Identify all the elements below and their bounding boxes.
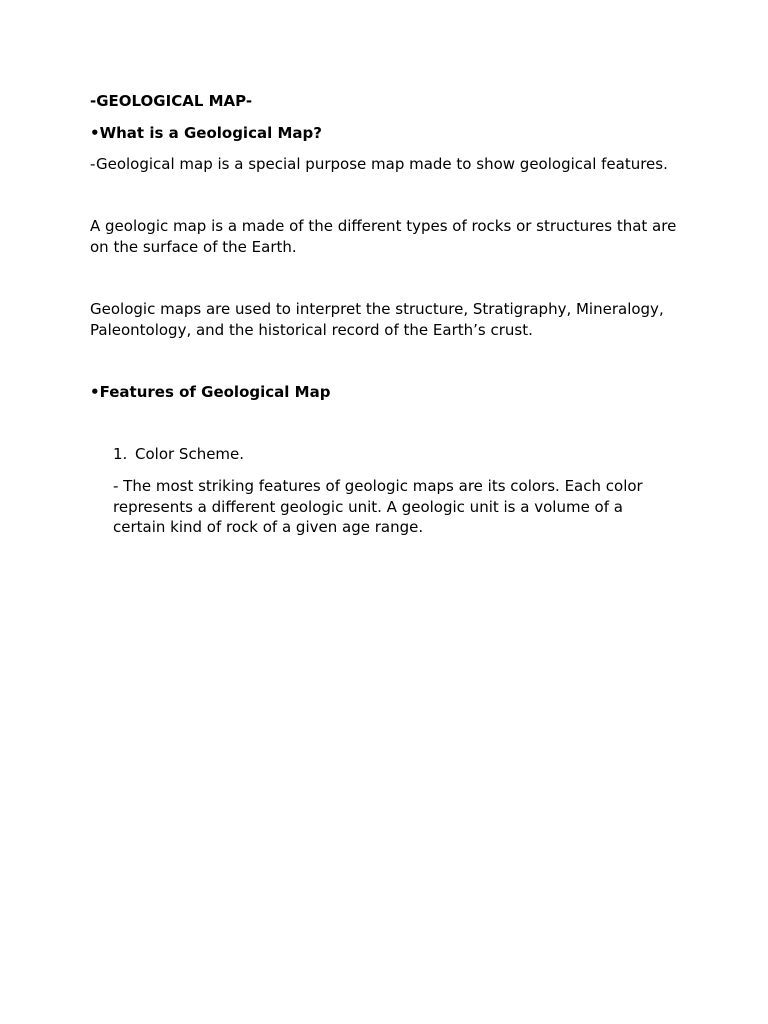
section-heading-what-is: •What is a Geological Map? (90, 124, 322, 142)
paragraph-rocks: A geologic map is a made of the different types of rocks or structures that are on the surface of the Earth. (90, 217, 677, 256)
paragraph-uses: Geologic maps are used to interpret the structure, Stratigraphy, Mineralogy, Paleontology, and the historical record of the Earth’s crust. (90, 300, 664, 339)
document-title: -GEOLOGICAL MAP- (90, 92, 253, 110)
list-item-color-scheme (113, 444, 244, 465)
paragraph-color-scheme: - The most striking features of geologic maps are its colors. Each color represents a different geologic unit. A geologic unit is a volume of a certain kind of rock of a given age range. (113, 477, 643, 536)
list-label: Color Scheme. (135, 445, 245, 463)
paragraph-definition: -Geological map is a special purpose map made to show geological features. (90, 155, 668, 173)
list-number: 1. (113, 445, 128, 463)
section-heading-features: •Features of Geological Map (90, 383, 331, 401)
